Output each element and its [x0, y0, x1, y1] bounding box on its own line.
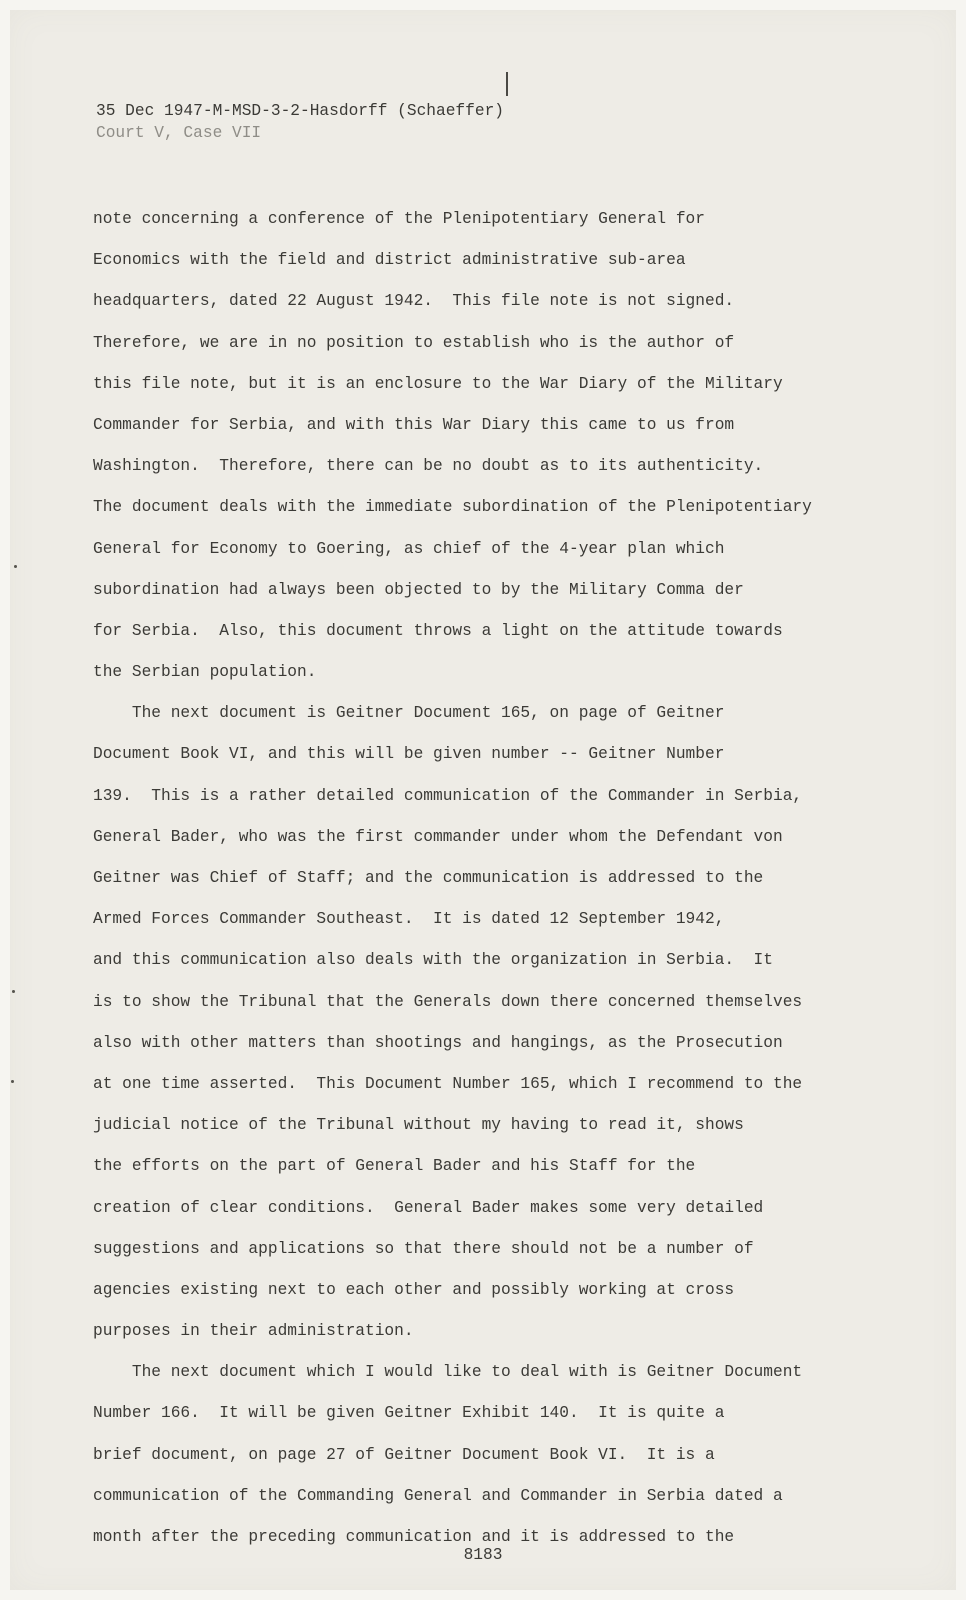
text-line: suggestions and applications so that there should not be a number of: [93, 1239, 754, 1258]
text-line: also with other matters than shootings and hangings, as the Prosecution: [93, 1033, 783, 1052]
text-line: for Serbia. Also, this document throws a light on the attitude towards: [93, 621, 783, 640]
text-line: judicial notice of the Tribunal without my having to read it, shows: [93, 1116, 744, 1135]
transcript-body: [93, 199, 953, 1558]
page-number: 8183: [463, 1546, 503, 1564]
text-line: purposes in their administration.: [93, 1322, 414, 1341]
ink-mark: [12, 990, 15, 993]
text-line: headquarters, dated 22 August 1942. This file note is not signed.: [93, 292, 735, 311]
text-line: Therefore, we are in no position to establish who is the author of: [93, 333, 735, 352]
text-line: creation of clear conditions. General Bader makes some very detailed: [93, 1198, 764, 1217]
text-line: Geitner was Chief of Staff; and the communication is addressed to the: [93, 869, 764, 887]
text-line: The next document which I would like to deal with is Geitner Document: [93, 1363, 803, 1382]
text-line: Armed Forces Commander Southeast. It is dated 12 September 1942,: [93, 910, 725, 929]
ink-mark: [11, 1080, 14, 1083]
text-line: note concerning a conference of the Plenipotentiary General for: [93, 210, 705, 228]
text-line: General Bader, who was the first commander under whom the Defendant von: [93, 827, 783, 846]
text-line: Economics with the field and district administrative sub-area: [93, 251, 686, 270]
ink-mark: [14, 565, 17, 568]
text-line: Washington. Therefore, there can be no doubt as to its authenticity.: [93, 457, 764, 476]
text-line: Document Book VI, and this will be given number -- Geitner Number: [93, 745, 725, 764]
text-line: the efforts on the part of General Bader and his Staff for the: [93, 1157, 696, 1176]
text-line: is to show the Tribunal that the Generals down there concerned themselves: [93, 992, 803, 1011]
header-date-line: 35 Dec 1947-M-MSD-3-2-Hasdorff (Schaeffer): [96, 102, 504, 120]
ink-mark: [506, 72, 508, 96]
text-line: at one time asserted. This Document Number 165, which I recommend to the: [93, 1074, 803, 1093]
text-line: The document deals with the immediate subordination of the Plenipotentiary: [93, 498, 812, 517]
document-header: [96, 100, 504, 144]
text-line: brief document, on page 27 of Geitner Document Book VI. It is a: [93, 1445, 715, 1464]
text-line: General for Economy to Goering, as chief of the 4-year plan which: [93, 539, 725, 558]
text-line: agencies existing next to each other and possibly working at cross: [93, 1280, 735, 1299]
text-line: month after the preceding communication and it is addressed to the: [93, 1528, 735, 1546]
text-line: 139. This is a rather detailed communication of the Commander in Serbia,: [93, 786, 803, 805]
text-line: Commander for Serbia, and with this War Diary this came to us from: [93, 415, 735, 434]
text-line: subordination had always been objected to by the Military Comma der: [93, 580, 744, 599]
text-line: communication of the Commanding General and Commander in Serbia dated a: [93, 1486, 783, 1505]
text-line: Number 166. It will be given Geitner Exhibit 140. It is quite a: [93, 1404, 725, 1423]
header-court-line: Court V, Case VII: [96, 124, 262, 142]
text-line: The next document is Geitner Document 165, on page of Geitner: [93, 704, 725, 723]
text-line: and this communication also deals with the organization in Serbia. It: [93, 951, 773, 970]
text-line: the Serbian population.: [93, 663, 317, 682]
text-line: this file note, but it is an enclosure to the War Diary of the Military: [93, 374, 783, 393]
